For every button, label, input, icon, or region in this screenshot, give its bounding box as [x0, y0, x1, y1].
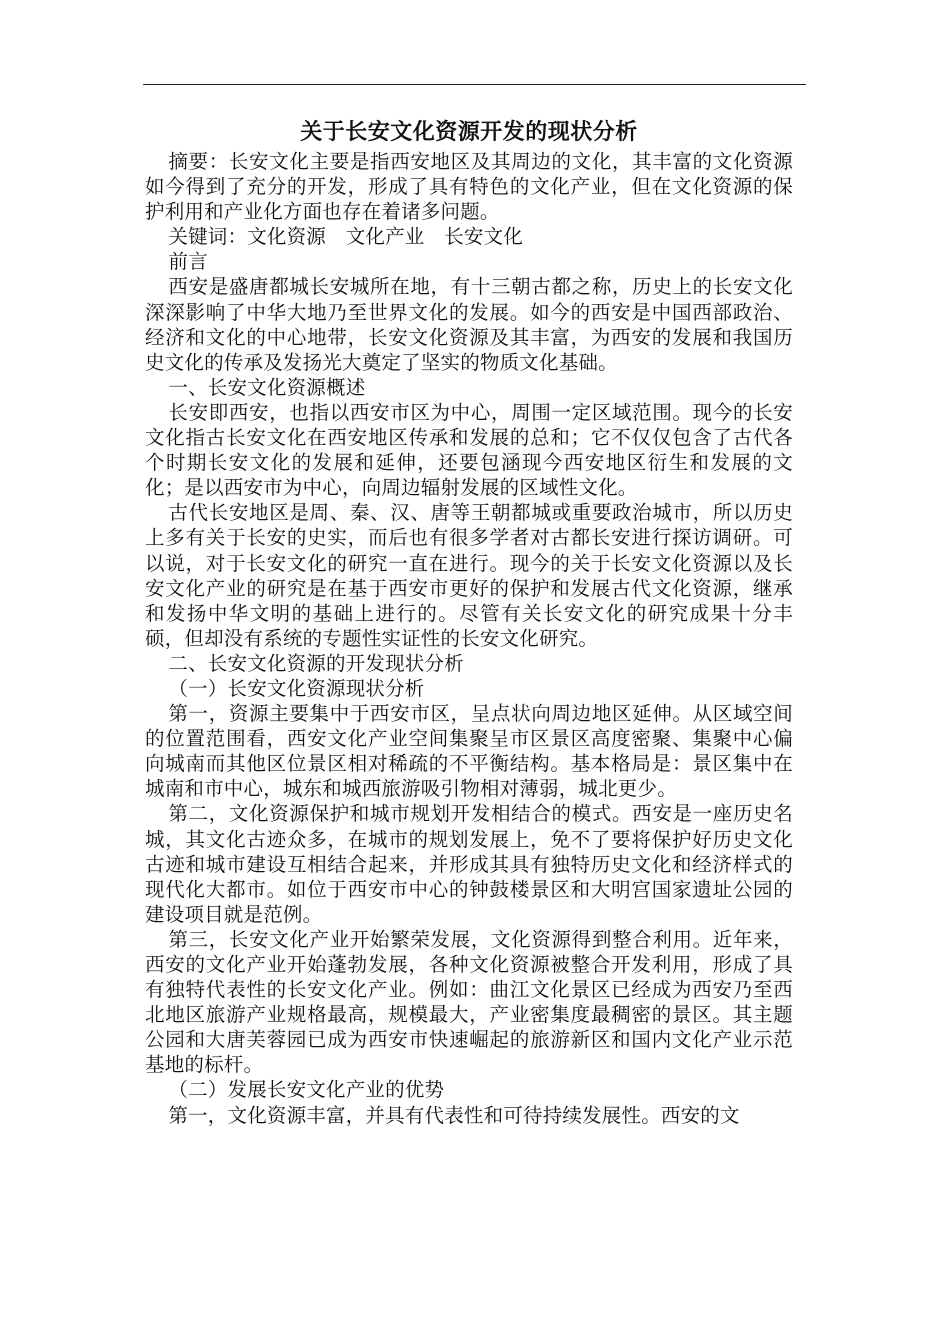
section2-1-paragraph-1: 第一，资源主要集中于西安市区，呈点状向周边地区延伸。从区域空间的位置范围看，西安文化产业空间集聚呈市区景区高度密聚、集聚中心偏向城南而其他区位景区相对稀疏的不平衡结构。基本格局是：景区集中在城南和市中心，城东和城西旅游吸引物相对薄弱，城北更少。 [145, 702, 793, 801]
section2-1-heading: （一）长安文化资源现状分析 [168, 676, 425, 700]
section1-heading: 一、长安文化资源概述 [168, 375, 366, 399]
keywords-line: 关键词：文化资源 文化产业 长安文化 [168, 225, 523, 249]
section2-1-paragraph-3: 第三，长安文化产业开始繁荣发展，文化资源得到整合利用。近年来，西安的文化产业开始蓬勃发展，各种文化资源被整合开发利用，形成了具有独特代表性的长安文化产业。例如：曲江文化景区已经成为西安乃至西北地区旅游产业规格最高，规模最大，产业密集度最稠密的景区。其主题公园和大唐芙蓉园已成为西安市快速崛起的旅游新区和国内文化产业示范基地的标杆。 [145, 927, 793, 1077]
section2-1-paragraph-2: 第二，文化资源保护和城市规划开发相结合的模式。西安是一座历史名城，其文化古迹众多，在城市的规划发展上，免不了要将保护好历史文化古迹和城市建设互相结合起来，并形成其具有独特历史文化和经济样式的现代化大都市。如位于西安市中心的钟鼓楼景区和大明宫国家遗址公园的建设项目就是范例。 [145, 802, 793, 926]
section2-heading: 二、长安文化资源的开发现状分析 [168, 651, 464, 675]
header-rule [143, 84, 806, 85]
section2-2-paragraph-1: 第一，文化资源丰富，并具有代表性和可待持续发展性。西安的文 [168, 1103, 740, 1127]
section2-2-heading: （二）发展长安文化产业的优势 [168, 1078, 445, 1102]
preface-heading: 前言 [168, 250, 208, 274]
document-body [145, 118, 793, 1128]
preface-paragraph: 西安是盛唐都城长安城所在地，有十三朝古都之称，历史上的长安文化深深影响了中华大地乃至世界文化的发展。如今的西安是中国西部政治、经济和文化的中心地带，长安文化资源及其丰富，为西安的发展和我国历史文化的传承及发扬光大奠定了坚实的物质文化基础。 [145, 275, 793, 374]
section1-paragraph-1: 长安即西安，也指以西安市区为中心，周围一定区域范围。现今的长安文化指古长安文化在西安地区传承和发展的总和；它不仅仅包含了古代各个时期长安文化的发展和延伸，还要包涵现今西安地区衍生和发展的文化；是以西安市为中心，向周边辐射发展的区域性文化。 [145, 400, 793, 500]
abstract-paragraph: 摘要：长安文化主要是指西安地区及其周边的文化，其丰富的文化资源如今得到了充分的开发，形成了具有特色的文化产业，但在文化资源的保护利用和产业化方面也存在着诸多问题。 [145, 150, 793, 224]
document-title: 关于长安文化资源开发的现状分析 [300, 119, 638, 145]
section1-paragraph-2: 古代长安地区是周、秦、汉、唐等王朝都城或重要政治城市，所以历史上多有关于长安的史实，而后也有很多学者对古都长安进行探访调研。可以说，对于长安文化的研究一直在进行。现今的关于长安文化资源以及长安文化产业的研究是在基于西安市更好的保护和发展古代文化资源，继承和发扬中华文明的基础上进行的。尽管有关长安文化的研究成果十分丰硕，但却没有系统的专题性实证性的长安文化研究。 [145, 501, 793, 650]
